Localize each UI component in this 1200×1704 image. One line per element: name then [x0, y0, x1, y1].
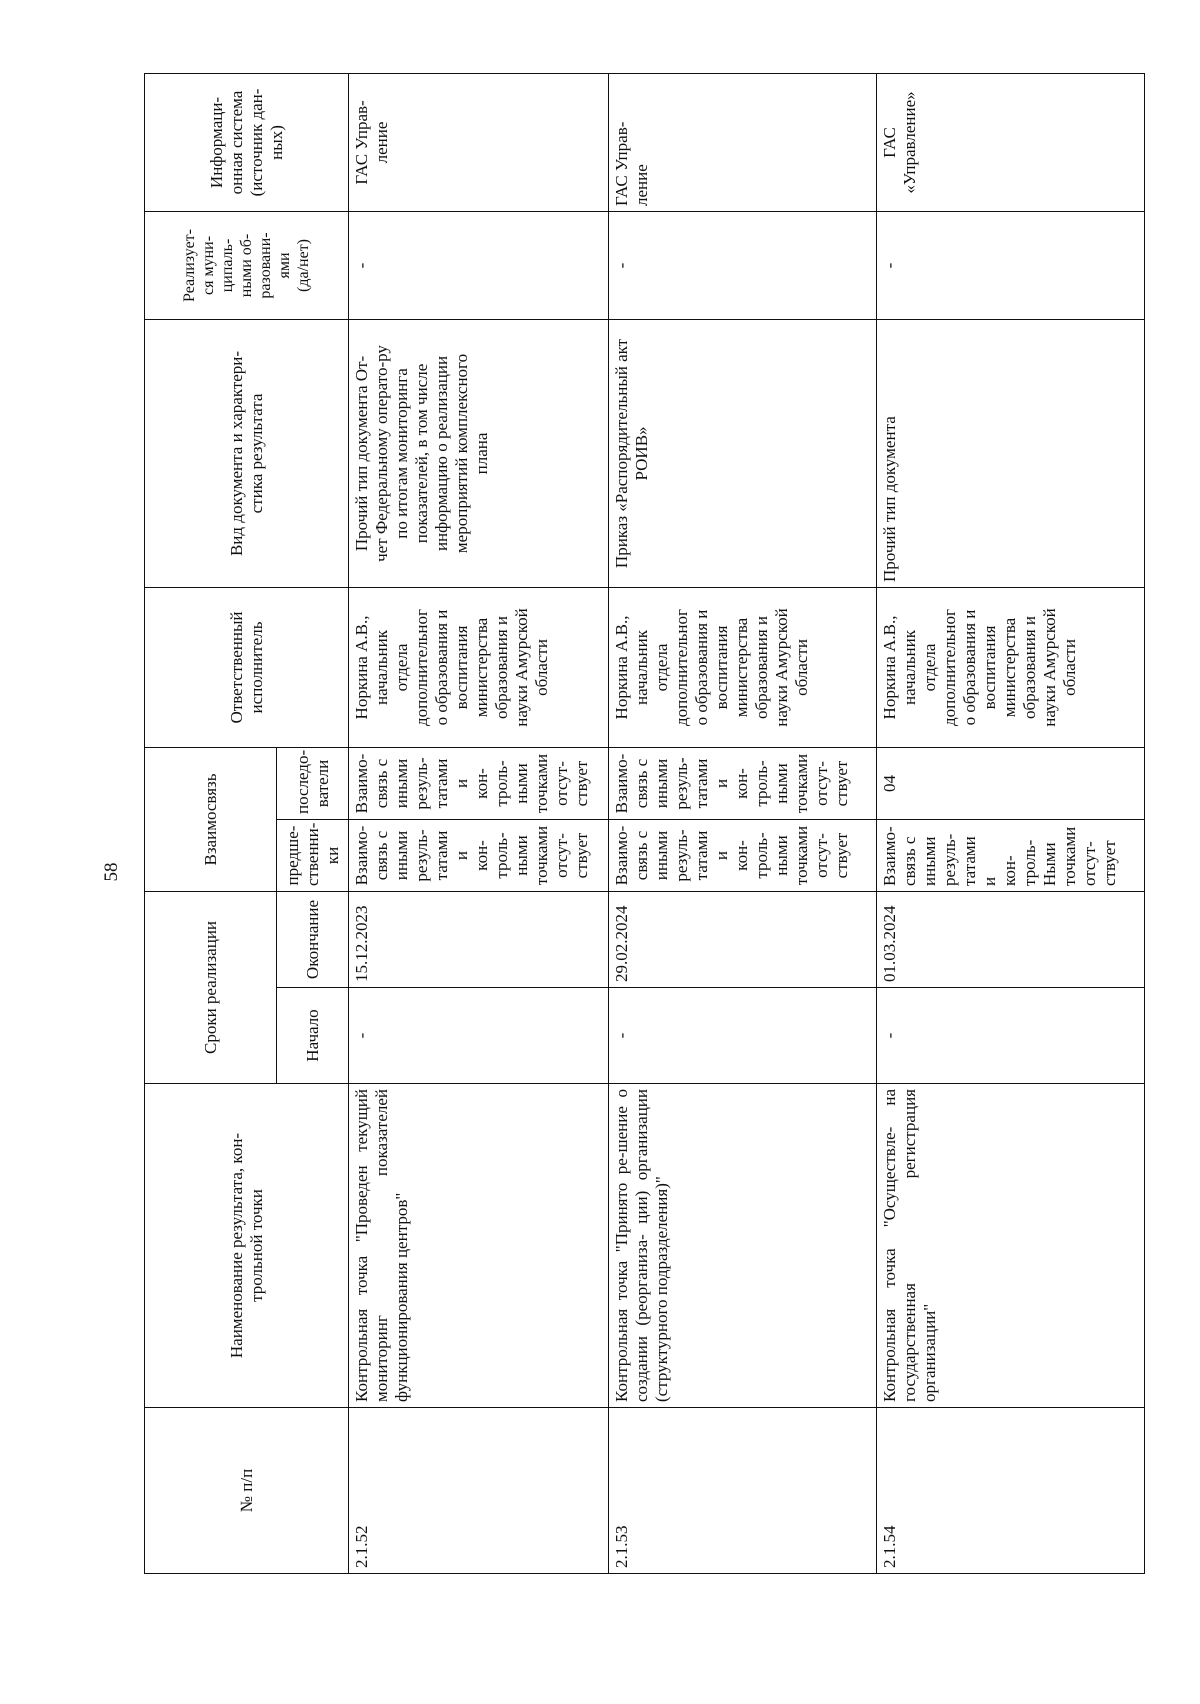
- cell-municipal: -: [349, 211, 609, 319]
- cell-end: 29.02.2024: [609, 892, 877, 988]
- cell-num: 2.1.53: [609, 1408, 877, 1574]
- cell-name: Контрольная точка "Проведен текущий мониторинг показателей функционирования центров": [349, 1084, 609, 1408]
- cell-doc: Приказ «Распорядительный акт РОИВ»: [609, 319, 877, 587]
- cell-responsible: Норкина А.В., начальник отдела дополнительног о образования и воспитания министерства образования и науки Амурской области: [877, 587, 1145, 747]
- cell-predecessors: Взаимо- связь с иными резуль- татами и кон- троль- Ными точками отсут- ствует: [877, 820, 1145, 892]
- cell-successors: 04: [877, 747, 1145, 819]
- results-table: [144, 73, 1145, 1574]
- header-doc: Вид документа и характери- стика результата: [145, 319, 349, 587]
- table-row: [609, 73, 877, 1573]
- header-predecessors: предше- ственни- ки: [277, 820, 349, 892]
- header-end: Окончание: [277, 892, 349, 988]
- cell-start: -: [877, 988, 1145, 1084]
- header-relation: Взаимосвязь: [145, 747, 277, 891]
- header-name: Наименование результата, кон- трольной точки: [145, 1084, 349, 1408]
- cell-info: ГАС Управ- ление: [609, 73, 877, 211]
- cell-num: 2.1.52: [349, 1408, 609, 1574]
- cell-doc: Прочий тип документа: [877, 319, 1145, 587]
- header-info: Информаци- онная система (источник дан- ных): [145, 73, 349, 211]
- header-terms: Сроки реализации: [145, 892, 277, 1084]
- table-row: [877, 73, 1145, 1573]
- header-successors: последо- ватели: [277, 747, 349, 819]
- cell-municipal: -: [877, 211, 1145, 319]
- cell-end: 01.03.2024: [877, 892, 1145, 988]
- cell-info: ГАС Управ- ление: [349, 73, 609, 211]
- cell-name: Контрольная точка "Принято ре-шение о создании (реорганиза- ции) организации (структурного подразделения)": [609, 1084, 877, 1408]
- cell-successors: Взаимо- связь с иными резуль- татами и кон- троль- ными точками отсут- ствует: [349, 747, 609, 819]
- cell-responsible: Норкина А.В., начальник отдела дополнительног о образования и воспитания министерства образования и науки Амурской области: [349, 587, 609, 747]
- cell-start: -: [349, 988, 609, 1084]
- cell-info: ГАС «Управление»: [877, 73, 1145, 211]
- header-responsible: Ответственный исполнитель: [145, 587, 349, 747]
- header-num: № п/п: [145, 1408, 349, 1574]
- table-row: [349, 73, 609, 1573]
- page-number: 58: [101, 862, 122, 882]
- cell-name: Контрольная точка "Осуществле- на государственная регистрация организации": [877, 1084, 1145, 1408]
- cell-end: 15.12.2023: [349, 892, 609, 988]
- cell-responsible: Норкина А.В., начальник отдела дополнительног о образования и воспитания министерства образования и науки Амурской области: [609, 587, 877, 747]
- cell-predecessors: Взаимо- связь с иными резуль- татами и кон- троль- ными точками отсут- ствует: [609, 820, 877, 892]
- header-row-top: [145, 73, 277, 1573]
- cell-successors: Взаимо- связь с иными резуль- татами и кон- троль- ными точками отсут- ствует: [609, 747, 877, 819]
- cell-predecessors: Взаимо- связь с иными резуль- татами и кон- троль- ными точками отсут- ствует: [349, 820, 609, 892]
- header-municipal: Реализует- ся муни- ципаль- ными об- разовани- ями (да/нет): [145, 211, 349, 319]
- cell-start: -: [609, 988, 877, 1084]
- cell-municipal: -: [609, 211, 877, 319]
- header-start: Начало: [277, 988, 349, 1084]
- cell-num: 2.1.54: [877, 1408, 1145, 1574]
- rotated-table-container: [144, 74, 1144, 1574]
- cell-doc: Прочий тип документа От- чет Федеральному операто-ру по итогам мониторинга показателей, в том числе информацию о реализации мероприятий комплексного плана: [349, 319, 609, 587]
